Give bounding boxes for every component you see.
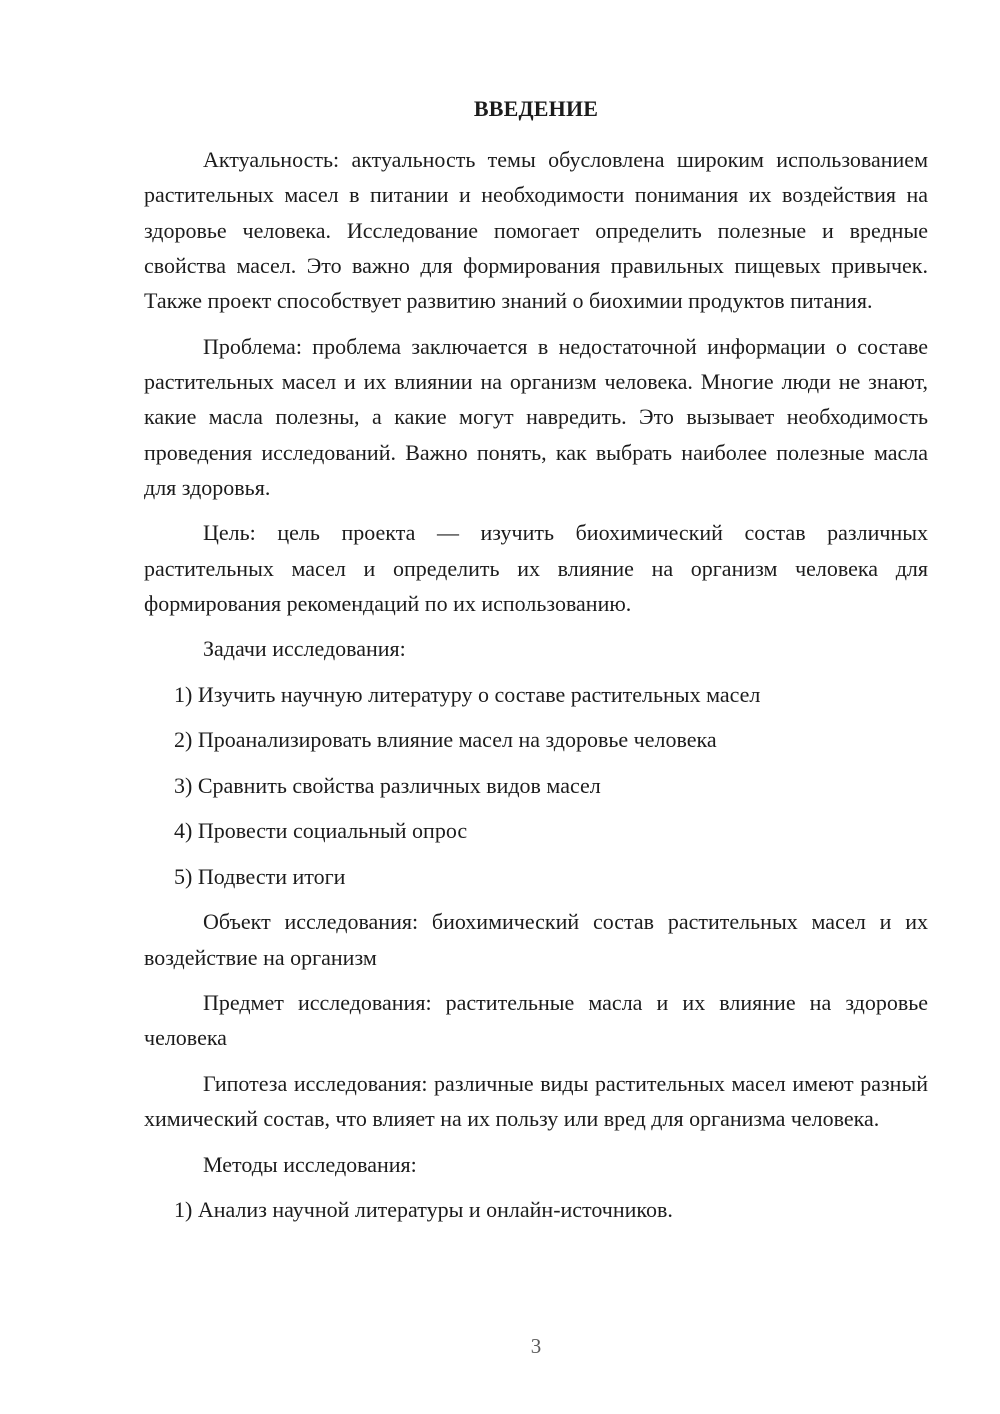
tasks-heading: Задачи исследования: bbox=[203, 636, 406, 662]
paragraph-hypothesis: Гипотеза исследования: различные виды растительных масел имеют разный химический состав, что влияет на их пользу или вред для организма человека. bbox=[144, 1070, 928, 1132]
methods-heading: Методы исследования: bbox=[203, 1151, 417, 1177]
paragraph-goal: Цель: цель проекта — изучить биохимический состав различных растительных масел и определить их влияние на организм человека для формирования рекомендаций по их использованию. bbox=[144, 520, 928, 616]
page-number: 3 bbox=[530, 1334, 542, 1358]
paragraph-subject: Предмет исследования: растительные масла и их влияние на здоровье человека bbox=[144, 990, 928, 1051]
page-title: ВВЕДЕНИЕ bbox=[473, 96, 599, 121]
list-item-task: 5) Подвести итоги bbox=[174, 863, 346, 889]
list-item-task: 3) Сравнить свойства различных видов масел bbox=[174, 772, 601, 798]
paragraph-problem: Проблема: проблема заключается в недостаточной информации о составе растительных масел и их влиянии на организм человека. Многие люди не знают, какие масла полезны, а какие могут навредить. Это вызывает необходимость проведения исследований. Важно понять, как выбрать наиболее полезные масла для здоровья. bbox=[144, 333, 928, 500]
list-item-method: 1) Анализ научной литературы и онлайн-источников. bbox=[174, 1197, 673, 1223]
paragraph-object: Объект исследования: биохимический состав растительных масел и их воздействие на организм bbox=[144, 909, 928, 970]
list-item-task: 1) Изучить научную литературу о составе растительных масел bbox=[174, 681, 761, 707]
list-item-task: 2) Проанализировать влияние масел на здоровье человека bbox=[174, 727, 717, 753]
list-item-task: 4) Провести социальный опрос bbox=[174, 818, 468, 844]
paragraph-relevance: Актуальность: актуальность темы обусловлена широким использованием растительных масел в питании и необходимости понимания их воздействия на здоровье человека. Исследование помогает определить полезные и вредные свойства масел. Это важно для формирования правильных пищевых привычек. Также проект способствует развитию знаний о биохимии продуктов питания. bbox=[144, 147, 928, 314]
document-body bbox=[144, 142, 928, 1238]
